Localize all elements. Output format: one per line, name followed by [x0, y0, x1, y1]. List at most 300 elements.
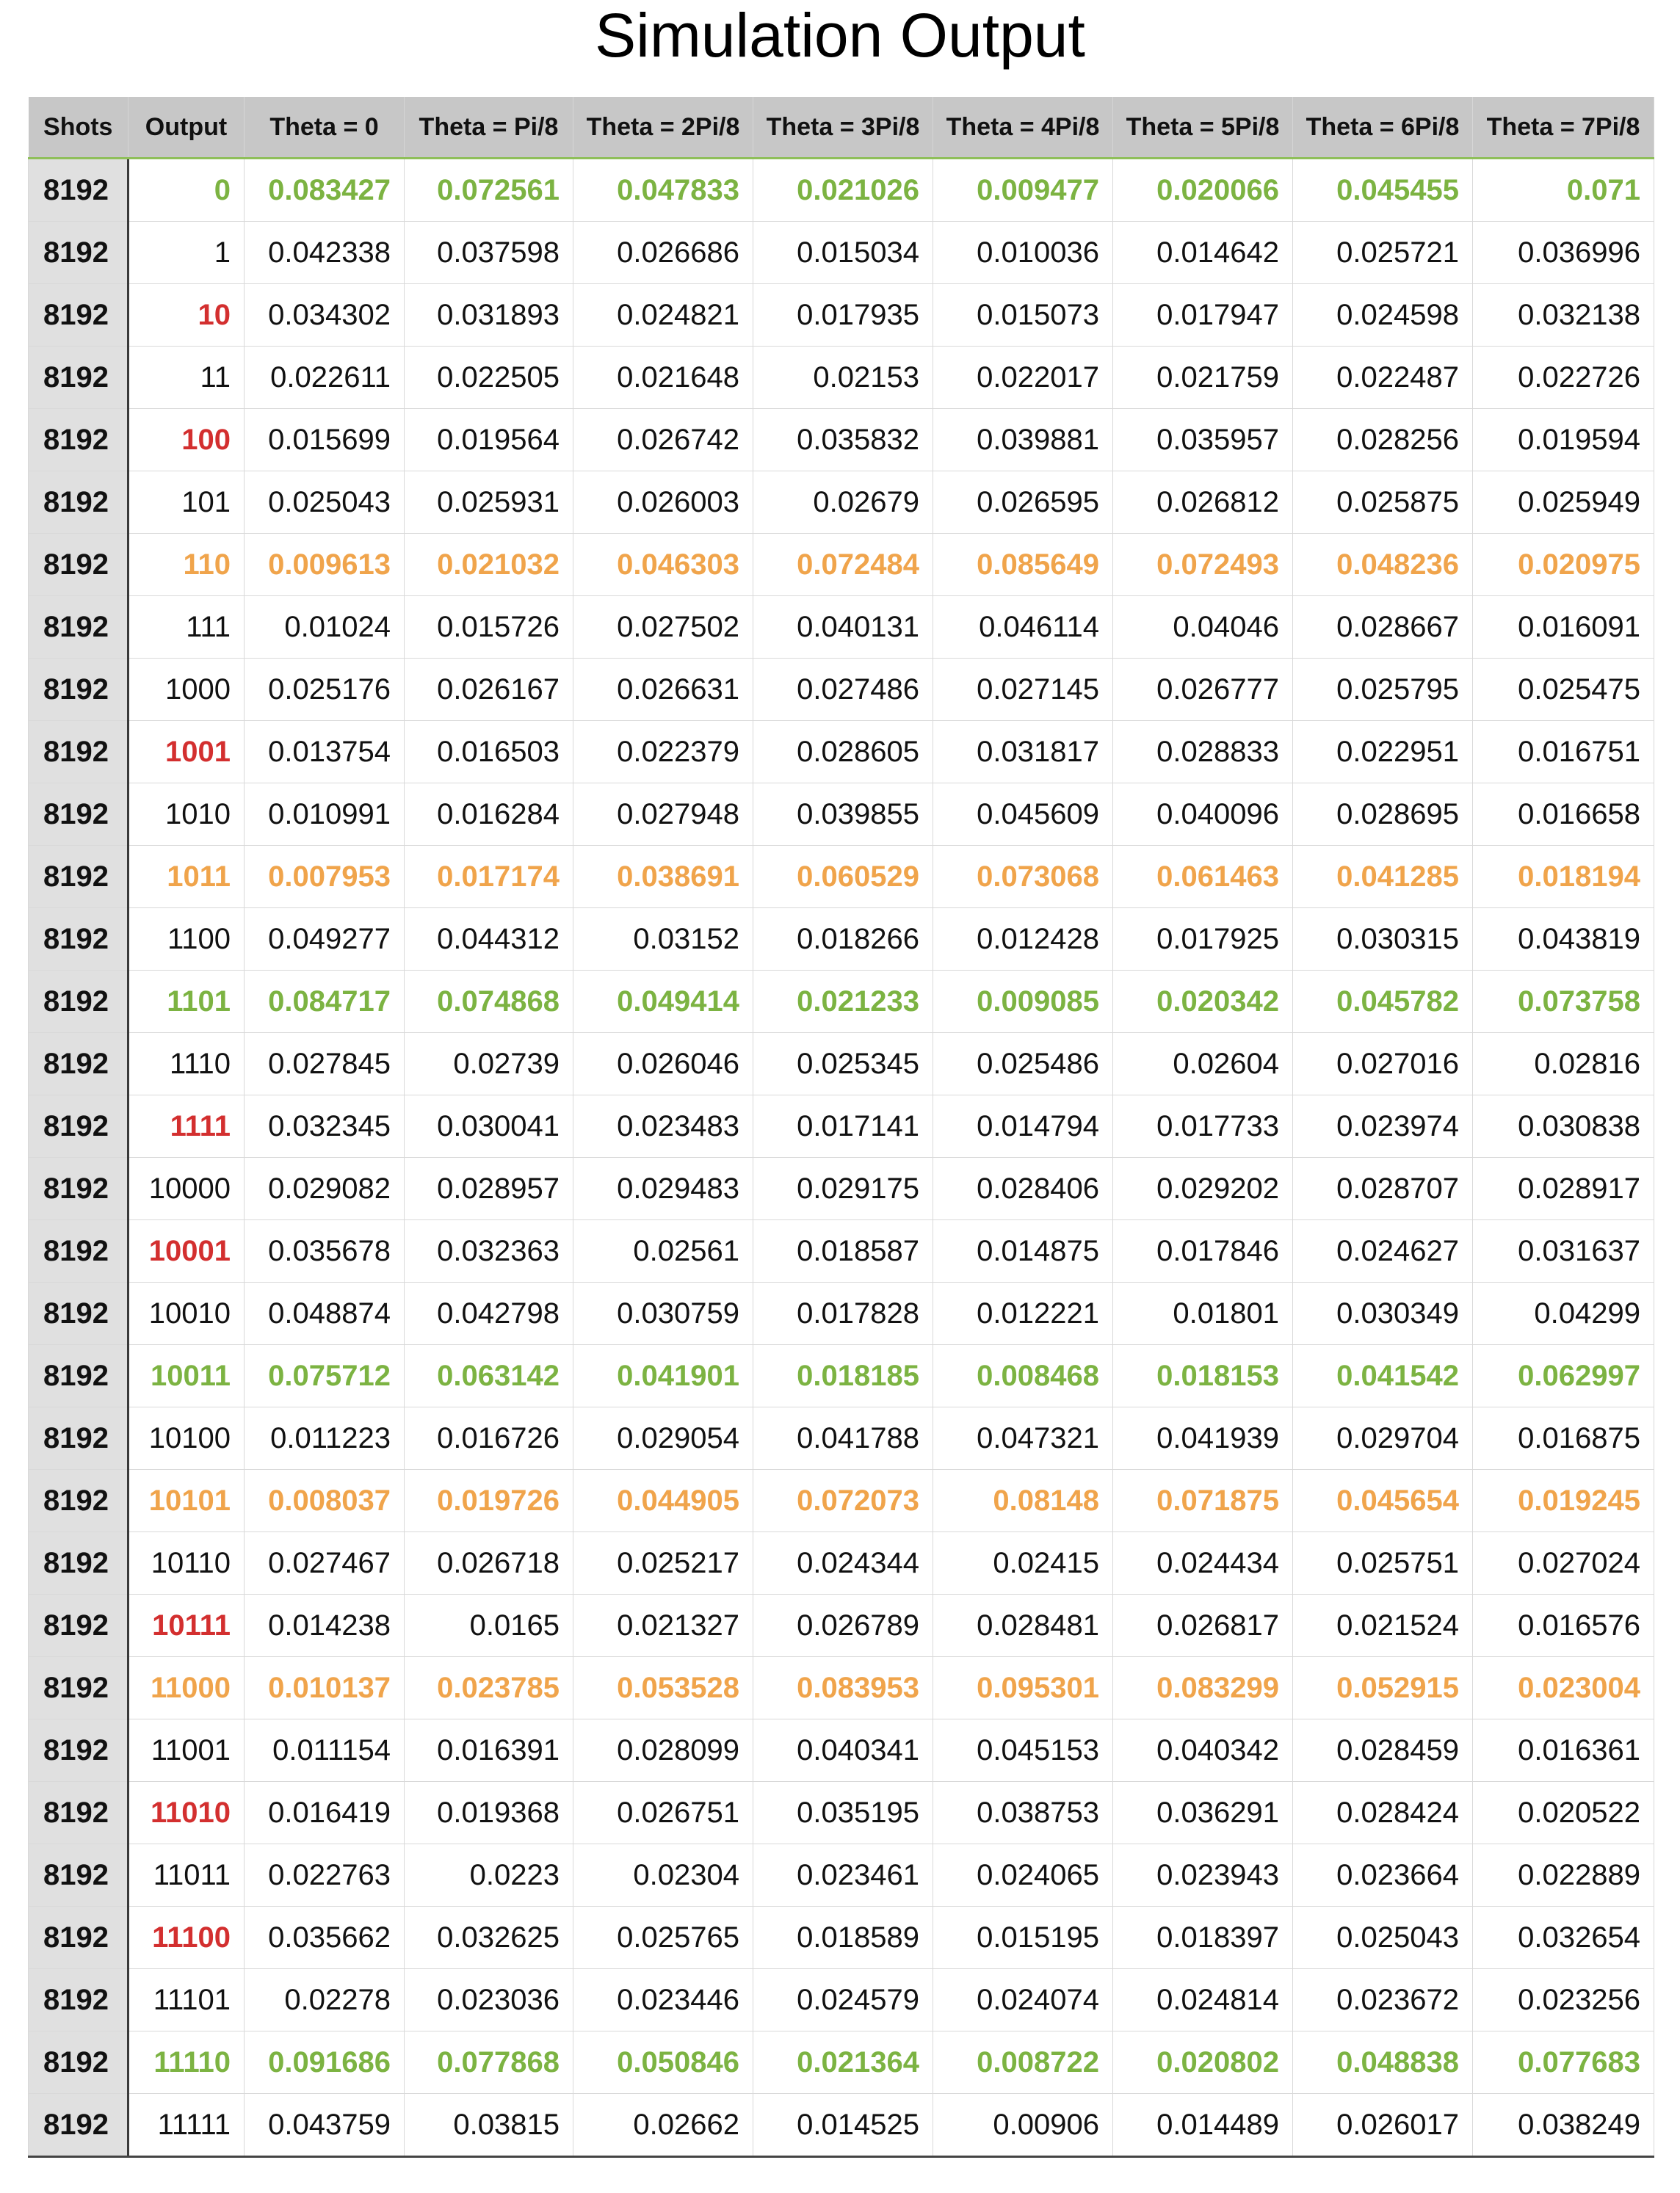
probability-cell: 0.00906	[933, 2094, 1113, 2157]
probability-cell: 0.011154	[245, 1719, 405, 1782]
probability-cell: 0.008722	[933, 2031, 1113, 2094]
probability-cell: 0.027502	[573, 596, 753, 659]
probability-cell: 0.039855	[753, 783, 933, 846]
column-header: Theta = 5Pi/8	[1113, 97, 1293, 159]
probability-cell: 0.030315	[1293, 908, 1473, 971]
probability-cell: 0.022763	[245, 1844, 405, 1907]
probability-cell: 0.025949	[1473, 471, 1654, 534]
table-row	[29, 1470, 1654, 1532]
probability-cell: 0.029082	[245, 1158, 405, 1220]
probability-cell: 0.036291	[1113, 1782, 1293, 1844]
probability-cell: 0.015034	[753, 222, 933, 284]
probability-cell: 0.043819	[1473, 908, 1654, 971]
probability-cell: 0.072073	[753, 1470, 933, 1532]
shots-cell: 8192	[29, 1595, 128, 1657]
table-row	[29, 721, 1654, 783]
table-row	[29, 409, 1654, 471]
probability-cell: 0.031893	[405, 284, 573, 347]
probability-cell: 0.012428	[933, 908, 1113, 971]
probability-cell: 0.028424	[1293, 1782, 1473, 1844]
probability-cell: 0.011223	[245, 1407, 405, 1470]
probability-cell: 0.024074	[933, 1969, 1113, 2031]
table-row	[29, 1844, 1654, 1907]
probability-cell: 0.020066	[1113, 159, 1293, 222]
probability-cell: 0.021327	[573, 1595, 753, 1657]
shots-cell: 8192	[29, 1283, 128, 1345]
probability-cell: 0.048874	[245, 1283, 405, 1345]
probability-cell: 0.019368	[405, 1782, 573, 1844]
shots-cell: 8192	[29, 659, 128, 721]
table-row	[29, 1595, 1654, 1657]
probability-cell: 0.028917	[1473, 1158, 1654, 1220]
shots-cell: 8192	[29, 1095, 128, 1158]
probability-cell: 0.024821	[573, 284, 753, 347]
probability-cell: 0.021233	[753, 971, 933, 1033]
header-row	[29, 97, 1654, 159]
column-header: Theta = 2Pi/8	[573, 97, 753, 159]
probability-cell: 0.072493	[1113, 534, 1293, 596]
probability-cell: 0.016726	[405, 1407, 573, 1470]
probability-cell: 0.021026	[753, 159, 933, 222]
probability-cell: 0.007953	[245, 846, 405, 908]
probability-cell: 0.021524	[1293, 1595, 1473, 1657]
probability-cell: 0.014875	[933, 1220, 1113, 1283]
probability-cell: 0.015073	[933, 284, 1113, 347]
output-cell: 0	[128, 159, 245, 222]
shots-cell: 8192	[29, 1657, 128, 1719]
probability-cell: 0.029054	[573, 1407, 753, 1470]
probability-cell: 0.025721	[1293, 222, 1473, 284]
probability-cell: 0.017947	[1113, 284, 1293, 347]
probability-cell: 0.024434	[1113, 1532, 1293, 1595]
output-cell: 11100	[128, 1907, 245, 1969]
probability-cell: 0.038753	[933, 1782, 1113, 1844]
shots-cell: 8192	[29, 1532, 128, 1595]
probability-cell: 0.025765	[573, 1907, 753, 1969]
table-row	[29, 1283, 1654, 1345]
probability-cell: 0.027948	[573, 783, 753, 846]
probability-cell: 0.018589	[753, 1907, 933, 1969]
shots-cell: 8192	[29, 721, 128, 783]
probability-cell: 0.025486	[933, 1033, 1113, 1095]
probability-cell: 0.015699	[245, 409, 405, 471]
probability-cell: 0.047833	[573, 159, 753, 222]
probability-cell: 0.028459	[1293, 1719, 1473, 1782]
probability-cell: 0.015726	[405, 596, 573, 659]
probability-cell: 0.029202	[1113, 1158, 1293, 1220]
output-cell: 10100	[128, 1407, 245, 1470]
shots-cell: 8192	[29, 2094, 128, 2157]
probability-cell: 0.026686	[573, 222, 753, 284]
table-row	[29, 596, 1654, 659]
probability-cell: 0.053528	[573, 1657, 753, 1719]
probability-cell: 0.040096	[1113, 783, 1293, 846]
probability-cell: 0.041542	[1293, 1345, 1473, 1407]
probability-cell: 0.026595	[933, 471, 1113, 534]
output-cell: 11101	[128, 1969, 245, 2031]
probability-cell: 0.017828	[753, 1283, 933, 1345]
table-row	[29, 1719, 1654, 1782]
output-cell: 1	[128, 222, 245, 284]
probability-cell: 0.019564	[405, 409, 573, 471]
probability-cell: 0.049414	[573, 971, 753, 1033]
probability-cell: 0.032654	[1473, 1907, 1654, 1969]
shots-cell: 8192	[29, 1969, 128, 2031]
output-cell: 1111	[128, 1095, 245, 1158]
probability-cell: 0.043759	[245, 2094, 405, 2157]
probability-cell: 0.032363	[405, 1220, 573, 1283]
probability-cell: 0.029483	[573, 1158, 753, 1220]
probability-cell: 0.026751	[573, 1782, 753, 1844]
table-row	[29, 534, 1654, 596]
probability-cell: 0.077868	[405, 2031, 573, 2094]
probability-cell: 0.074868	[405, 971, 573, 1033]
output-cell: 10110	[128, 1532, 245, 1595]
probability-cell: 0.018153	[1113, 1345, 1293, 1407]
probability-cell: 0.045609	[933, 783, 1113, 846]
probability-cell: 0.029175	[753, 1158, 933, 1220]
probability-cell: 0.01801	[1113, 1283, 1293, 1345]
output-cell: 10111	[128, 1595, 245, 1657]
probability-cell: 0.018185	[753, 1345, 933, 1407]
probability-cell: 0.049277	[245, 908, 405, 971]
probability-cell: 0.085649	[933, 534, 1113, 596]
probability-cell: 0.018587	[753, 1220, 933, 1283]
table-row	[29, 1345, 1654, 1407]
probability-cell: 0.025176	[245, 659, 405, 721]
output-cell: 11111	[128, 2094, 245, 2157]
shots-cell: 8192	[29, 471, 128, 534]
probability-cell: 0.022726	[1473, 347, 1654, 409]
probability-cell: 0.083299	[1113, 1657, 1293, 1719]
probability-cell: 0.084717	[245, 971, 405, 1033]
column-header: Output	[128, 97, 245, 159]
shots-cell: 8192	[29, 1719, 128, 1782]
probability-cell: 0.016391	[405, 1719, 573, 1782]
probability-cell: 0.08148	[933, 1470, 1113, 1532]
probability-cell: 0.014642	[1113, 222, 1293, 284]
probability-cell: 0.027467	[245, 1532, 405, 1595]
probability-cell: 0.025345	[753, 1033, 933, 1095]
probability-cell: 0.02304	[573, 1844, 753, 1907]
probability-cell: 0.013754	[245, 721, 405, 783]
probability-cell: 0.025751	[1293, 1532, 1473, 1595]
probability-cell: 0.009477	[933, 159, 1113, 222]
table-row	[29, 1033, 1654, 1095]
probability-cell: 0.026003	[573, 471, 753, 534]
probability-cell: 0.04046	[1113, 596, 1293, 659]
probability-cell: 0.024579	[753, 1969, 933, 2031]
probability-cell: 0.02415	[933, 1532, 1113, 1595]
page-title: Simulation Output	[595, 1, 1085, 70]
probability-cell: 0.071875	[1113, 1470, 1293, 1532]
probability-cell: 0.026718	[405, 1532, 573, 1595]
probability-cell: 0.031817	[933, 721, 1113, 783]
probability-cell: 0.028256	[1293, 409, 1473, 471]
probability-cell: 0.025875	[1293, 471, 1473, 534]
probability-cell: 0.022505	[405, 347, 573, 409]
output-cell: 10010	[128, 1283, 245, 1345]
probability-cell: 0.021364	[753, 2031, 933, 2094]
probability-cell: 0.075712	[245, 1345, 405, 1407]
probability-cell: 0.02739	[405, 1033, 573, 1095]
probability-cell: 0.022951	[1293, 721, 1473, 783]
probability-cell: 0.032625	[405, 1907, 573, 1969]
table-row	[29, 347, 1654, 409]
probability-cell: 0.046303	[573, 534, 753, 596]
probability-cell: 0.009613	[245, 534, 405, 596]
probability-cell: 0.027486	[753, 659, 933, 721]
output-cell: 11	[128, 347, 245, 409]
probability-cell: 0.017935	[753, 284, 933, 347]
probability-cell: 0.026789	[753, 1595, 933, 1657]
probability-cell: 0.042798	[405, 1283, 573, 1345]
shots-cell: 8192	[29, 846, 128, 908]
probability-cell: 0.016751	[1473, 721, 1654, 783]
table-row	[29, 1782, 1654, 1844]
shots-cell: 8192	[29, 1158, 128, 1220]
probability-cell: 0.039881	[933, 409, 1113, 471]
shots-cell: 8192	[29, 534, 128, 596]
probability-cell: 0.035832	[753, 409, 933, 471]
probability-cell: 0.028707	[1293, 1158, 1473, 1220]
probability-cell: 0.020342	[1113, 971, 1293, 1033]
table-row	[29, 659, 1654, 721]
probability-cell: 0.035678	[245, 1220, 405, 1283]
shots-cell: 8192	[29, 1844, 128, 1907]
probability-cell: 0.021759	[1113, 347, 1293, 409]
probability-cell: 0.027145	[933, 659, 1113, 721]
probability-cell: 0.008468	[933, 1345, 1113, 1407]
probability-cell: 0.041285	[1293, 846, 1473, 908]
output-cell: 1110	[128, 1033, 245, 1095]
probability-cell: 0.037598	[405, 222, 573, 284]
shots-cell: 8192	[29, 1220, 128, 1283]
probability-cell: 0.023004	[1473, 1657, 1654, 1719]
table-body	[29, 159, 1654, 2157]
probability-cell: 0.030759	[573, 1283, 753, 1345]
probability-cell: 0.028099	[573, 1719, 753, 1782]
probability-cell: 0.050846	[573, 2031, 753, 2094]
probability-cell: 0.028481	[933, 1595, 1113, 1657]
probability-cell: 0.021032	[405, 534, 573, 596]
probability-cell: 0.014525	[753, 2094, 933, 2157]
probability-cell: 0.023036	[405, 1969, 573, 2031]
probability-cell: 0.045153	[933, 1719, 1113, 1782]
output-cell: 11001	[128, 1719, 245, 1782]
probability-cell: 0.02604	[1113, 1033, 1293, 1095]
probability-cell: 0.025043	[245, 471, 405, 534]
probability-cell: 0.061463	[1113, 846, 1293, 908]
probability-cell: 0.060529	[753, 846, 933, 908]
probability-cell: 0.030349	[1293, 1283, 1473, 1345]
shots-cell: 8192	[29, 1470, 128, 1532]
probability-cell: 0.008037	[245, 1470, 405, 1532]
probability-cell: 0.024627	[1293, 1220, 1473, 1283]
probability-cell: 0.041901	[573, 1345, 753, 1407]
shots-cell: 8192	[29, 783, 128, 846]
shots-cell: 8192	[29, 2031, 128, 2094]
probability-cell: 0.023483	[573, 1095, 753, 1158]
table-row	[29, 2031, 1654, 2094]
shots-cell: 8192	[29, 222, 128, 284]
table-row	[29, 1657, 1654, 1719]
probability-cell: 0.028605	[753, 721, 933, 783]
table-row	[29, 971, 1654, 1033]
simulation-table	[28, 97, 1654, 2158]
probability-cell: 0.023785	[405, 1657, 573, 1719]
probability-cell: 0.027845	[245, 1033, 405, 1095]
probability-cell: 0.015195	[933, 1907, 1113, 1969]
table-row	[29, 1095, 1654, 1158]
probability-cell: 0.028667	[1293, 596, 1473, 659]
shots-cell: 8192	[29, 971, 128, 1033]
probability-cell: 0.025931	[405, 471, 573, 534]
probability-cell: 0.026631	[573, 659, 753, 721]
output-cell: 1100	[128, 908, 245, 971]
shots-cell: 8192	[29, 159, 128, 222]
probability-cell: 0.024065	[933, 1844, 1113, 1907]
probability-cell: 0.026742	[573, 409, 753, 471]
probability-cell: 0.040131	[753, 596, 933, 659]
output-cell: 111	[128, 596, 245, 659]
column-header: Theta = 7Pi/8	[1473, 97, 1654, 159]
probability-cell: 0.041788	[753, 1407, 933, 1470]
table-row	[29, 1407, 1654, 1470]
shots-cell: 8192	[29, 1907, 128, 1969]
probability-cell: 0.062997	[1473, 1345, 1654, 1407]
output-cell: 10011	[128, 1345, 245, 1407]
probability-cell: 0.018266	[753, 908, 933, 971]
probability-cell: 0.047321	[933, 1407, 1113, 1470]
probability-cell: 0.02278	[245, 1969, 405, 2031]
output-cell: 11000	[128, 1657, 245, 1719]
probability-cell: 0.026812	[1113, 471, 1293, 534]
probability-cell: 0.032138	[1473, 284, 1654, 347]
probability-cell: 0.023974	[1293, 1095, 1473, 1158]
probability-cell: 0.045455	[1293, 159, 1473, 222]
probability-cell: 0.029704	[1293, 1407, 1473, 1470]
probability-cell: 0.014238	[245, 1595, 405, 1657]
probability-cell: 0.010991	[245, 783, 405, 846]
probability-cell: 0.019245	[1473, 1470, 1654, 1532]
probability-cell: 0.017174	[405, 846, 573, 908]
output-cell: 10	[128, 284, 245, 347]
probability-cell: 0.027016	[1293, 1033, 1473, 1095]
output-cell: 10000	[128, 1158, 245, 1220]
probability-cell: 0.023943	[1113, 1844, 1293, 1907]
output-cell: 11110	[128, 2031, 245, 2094]
output-cell: 1101	[128, 971, 245, 1033]
column-header: Theta = 3Pi/8	[753, 97, 933, 159]
probability-cell: 0.018397	[1113, 1907, 1293, 1969]
shots-cell: 8192	[29, 347, 128, 409]
probability-cell: 0.025795	[1293, 659, 1473, 721]
output-cell: 1000	[128, 659, 245, 721]
table-row	[29, 1158, 1654, 1220]
probability-cell: 0.016503	[405, 721, 573, 783]
probability-cell: 0.030838	[1473, 1095, 1654, 1158]
probability-cell: 0.034302	[245, 284, 405, 347]
table-row	[29, 783, 1654, 846]
probability-cell: 0.025475	[1473, 659, 1654, 721]
probability-cell: 0.022611	[245, 347, 405, 409]
shots-cell: 8192	[29, 1407, 128, 1470]
probability-cell: 0.020522	[1473, 1782, 1654, 1844]
probability-cell: 0.012221	[933, 1283, 1113, 1345]
probability-cell: 0.072561	[405, 159, 573, 222]
probability-cell: 0.052915	[1293, 1657, 1473, 1719]
probability-cell: 0.016419	[245, 1782, 405, 1844]
probability-cell: 0.0223	[405, 1844, 573, 1907]
probability-cell: 0.023446	[573, 1969, 753, 2031]
shots-cell: 8192	[29, 409, 128, 471]
shots-cell: 8192	[29, 1345, 128, 1407]
probability-cell: 0.045782	[1293, 971, 1473, 1033]
probability-cell: 0.038691	[573, 846, 753, 908]
probability-cell: 0.02662	[573, 2094, 753, 2157]
probability-cell: 0.048236	[1293, 534, 1473, 596]
probability-cell: 0.044312	[405, 908, 573, 971]
probability-cell: 0.083953	[753, 1657, 933, 1719]
probability-cell: 0.038249	[1473, 2094, 1654, 2157]
probability-cell: 0.026777	[1113, 659, 1293, 721]
probability-cell: 0.042338	[245, 222, 405, 284]
probability-cell: 0.040342	[1113, 1719, 1293, 1782]
probability-cell: 0.023672	[1293, 1969, 1473, 2031]
probability-cell: 0.030041	[405, 1095, 573, 1158]
column-header: Theta = Pi/8	[405, 97, 573, 159]
probability-cell: 0.072484	[753, 534, 933, 596]
output-cell: 11011	[128, 1844, 245, 1907]
probability-cell: 0.014794	[933, 1095, 1113, 1158]
probability-cell: 0.073068	[933, 846, 1113, 908]
probability-cell: 0.048838	[1293, 2031, 1473, 2094]
probability-cell: 0.016658	[1473, 783, 1654, 846]
probability-cell: 0.024598	[1293, 284, 1473, 347]
probability-cell: 0.026817	[1113, 1595, 1293, 1657]
probability-cell: 0.01024	[245, 596, 405, 659]
table-row	[29, 1907, 1654, 1969]
probability-cell: 0.028406	[933, 1158, 1113, 1220]
probability-cell: 0.095301	[933, 1657, 1113, 1719]
probability-cell: 0.083427	[245, 159, 405, 222]
probability-cell: 0.010137	[245, 1657, 405, 1719]
probability-cell: 0.016576	[1473, 1595, 1654, 1657]
probability-cell: 0.024814	[1113, 1969, 1293, 2031]
probability-cell: 0.016091	[1473, 596, 1654, 659]
table-row	[29, 846, 1654, 908]
table-row	[29, 284, 1654, 347]
probability-cell: 0.024344	[753, 1532, 933, 1595]
probability-cell: 0.071	[1473, 159, 1654, 222]
probability-cell: 0.035662	[245, 1907, 405, 1969]
probability-cell: 0.020975	[1473, 534, 1654, 596]
probability-cell: 0.045654	[1293, 1470, 1473, 1532]
probability-cell: 0.073758	[1473, 971, 1654, 1033]
probability-cell: 0.028695	[1293, 783, 1473, 846]
probability-cell: 0.016875	[1473, 1407, 1654, 1470]
probability-cell: 0.02679	[753, 471, 933, 534]
probability-cell: 0.041939	[1113, 1407, 1293, 1470]
probability-cell: 0.027024	[1473, 1532, 1654, 1595]
probability-cell: 0.04299	[1473, 1283, 1654, 1345]
probability-cell: 0.044905	[573, 1470, 753, 1532]
table-row	[29, 1532, 1654, 1595]
probability-cell: 0.017846	[1113, 1220, 1293, 1283]
probability-cell: 0.017141	[753, 1095, 933, 1158]
probability-cell: 0.017733	[1113, 1095, 1293, 1158]
